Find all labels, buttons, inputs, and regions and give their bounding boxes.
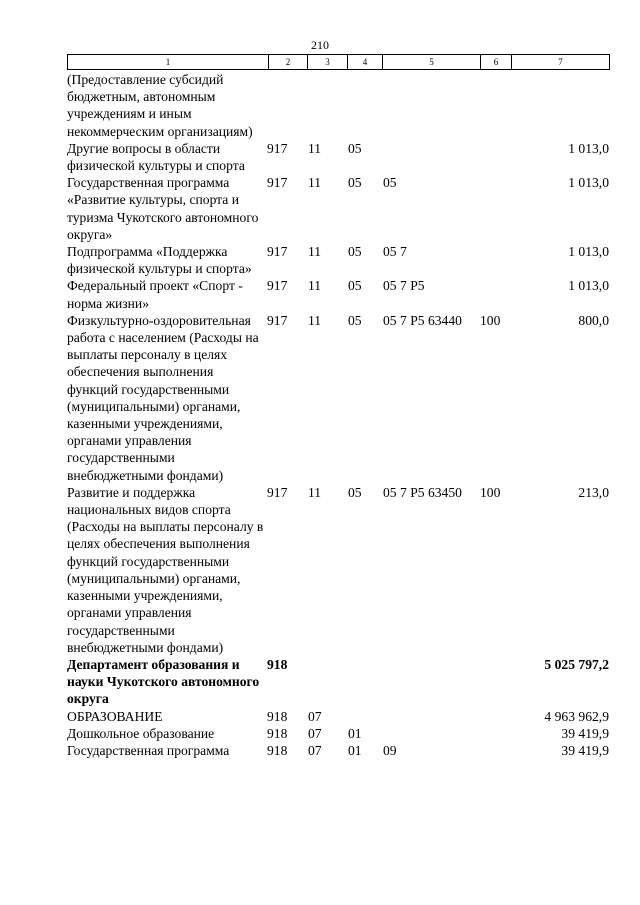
page-number: 210 bbox=[311, 38, 329, 52]
row-name: Федеральный проект «Спорт - норма жизни» bbox=[67, 278, 243, 311]
subsection-code: 01 bbox=[348, 725, 362, 741]
table-row bbox=[67, 140, 612, 174]
row-name: Другие вопросы в области физической культуры и спорта bbox=[67, 140, 245, 174]
column-number-3: 3 bbox=[308, 55, 348, 70]
section-code: 07 bbox=[308, 708, 322, 724]
target-item-code: 05 7 P5 63440 bbox=[383, 312, 462, 328]
column-number-5: 5 bbox=[383, 55, 481, 70]
column-number-1: 1 bbox=[68, 55, 269, 70]
ministry-code: 917 bbox=[267, 175, 288, 191]
table-row bbox=[67, 174, 612, 243]
amount: 1 013,0 bbox=[568, 140, 609, 156]
ministry-code: 918 bbox=[267, 708, 288, 724]
section-code: 11 bbox=[308, 484, 322, 500]
subsection-code: 05 bbox=[348, 175, 362, 191]
target-item-code: 05 7 bbox=[383, 244, 407, 260]
amount: 800,0 bbox=[578, 312, 609, 328]
column-number-7: 7 bbox=[512, 55, 610, 70]
section-code: 11 bbox=[308, 312, 322, 328]
row-name: ОБРАЗОВАНИЕ bbox=[67, 708, 163, 724]
ministry-code: 917 bbox=[267, 244, 288, 260]
amount: 1 013,0 bbox=[568, 244, 609, 260]
subsection-code: 05 bbox=[348, 278, 362, 294]
column-number-2: 2 bbox=[269, 55, 308, 70]
table-row bbox=[67, 243, 612, 277]
subsection-code: 05 bbox=[348, 140, 362, 156]
ministry-code: 917 bbox=[267, 484, 288, 500]
amount: 1 013,0 bbox=[568, 175, 609, 191]
row-name: Развитие и поддержка национальных видов спорта (Расходы на выплаты персоналу в целях обеспечения выполнения функций государственными (муниципальными) органами, казенными учреждениями, органами управления государственными внебюджетными фондами) bbox=[67, 484, 264, 655]
column-number-6: 6 bbox=[481, 55, 512, 70]
section-code: 11 bbox=[308, 140, 322, 156]
row-name: Государственная программа bbox=[67, 742, 230, 758]
expense-type-code: 100 bbox=[480, 312, 501, 328]
row-name: Государственная программа «Развитие культуры, спорта и туризма Чукотского автономного округа» bbox=[67, 175, 259, 242]
row-name: Физкультурно-оздоровительная работа с населением (Расходы на выплаты персоналу в целях обеспечения выполнения функций государственными (муниципальными) органами, казенными учреждениями, органами управления государственными внебюджетными фондами) bbox=[67, 312, 259, 483]
column-number-4: 4 bbox=[348, 55, 383, 70]
target-item-code: 09 bbox=[383, 742, 397, 758]
table-row bbox=[67, 71, 612, 140]
table-row-department bbox=[67, 656, 612, 708]
row-name: Департамент образования и науки Чукотского автономного округа bbox=[67, 656, 260, 707]
ministry-code: 918 bbox=[267, 656, 288, 672]
target-item-code: 05 bbox=[383, 175, 397, 191]
row-name: Дошкольное образование bbox=[67, 725, 215, 741]
section-code: 07 bbox=[308, 725, 322, 741]
subsection-code: 05 bbox=[348, 484, 362, 500]
subsection-code: 01 bbox=[348, 742, 362, 758]
target-item-code: 05 7 P5 bbox=[383, 278, 425, 294]
table-row bbox=[67, 742, 612, 759]
section-code: 11 bbox=[308, 175, 322, 191]
subsection-code: 05 bbox=[348, 244, 362, 260]
amount: 39 419,9 bbox=[561, 742, 609, 758]
table-row bbox=[67, 312, 612, 484]
amount: 1 013,0 bbox=[568, 278, 609, 294]
amount: 5 025 797,2 bbox=[544, 656, 609, 672]
table-row bbox=[67, 277, 612, 311]
section-code: 11 bbox=[308, 244, 322, 260]
ministry-code: 918 bbox=[267, 725, 288, 741]
amount: 39 419,9 bbox=[561, 725, 609, 741]
table-row bbox=[67, 725, 612, 742]
row-name: (Предоставление субсидий бюджетным, автономным учреждениям и иным некоммерческим организациям) bbox=[67, 72, 253, 139]
ministry-code: 917 bbox=[267, 312, 288, 328]
column-header-row bbox=[67, 54, 610, 70]
ministry-code: 917 bbox=[267, 140, 288, 156]
row-name: Подпрограмма «Поддержка физической культуры и спорта» bbox=[67, 244, 252, 277]
ministry-code: 918 bbox=[267, 742, 288, 758]
table-row bbox=[67, 484, 612, 656]
expense-type-code: 100 bbox=[480, 484, 501, 500]
amount: 213,0 bbox=[578, 484, 609, 500]
amount: 4 963 962,9 bbox=[544, 708, 609, 724]
table-row bbox=[67, 708, 612, 725]
section-code: 11 bbox=[308, 278, 322, 294]
target-item-code: 05 7 P5 63450 bbox=[383, 484, 462, 500]
section-code: 07 bbox=[308, 742, 322, 758]
budget-table-body bbox=[67, 71, 612, 759]
ministry-code: 917 bbox=[267, 278, 288, 294]
subsection-code: 05 bbox=[348, 312, 362, 328]
